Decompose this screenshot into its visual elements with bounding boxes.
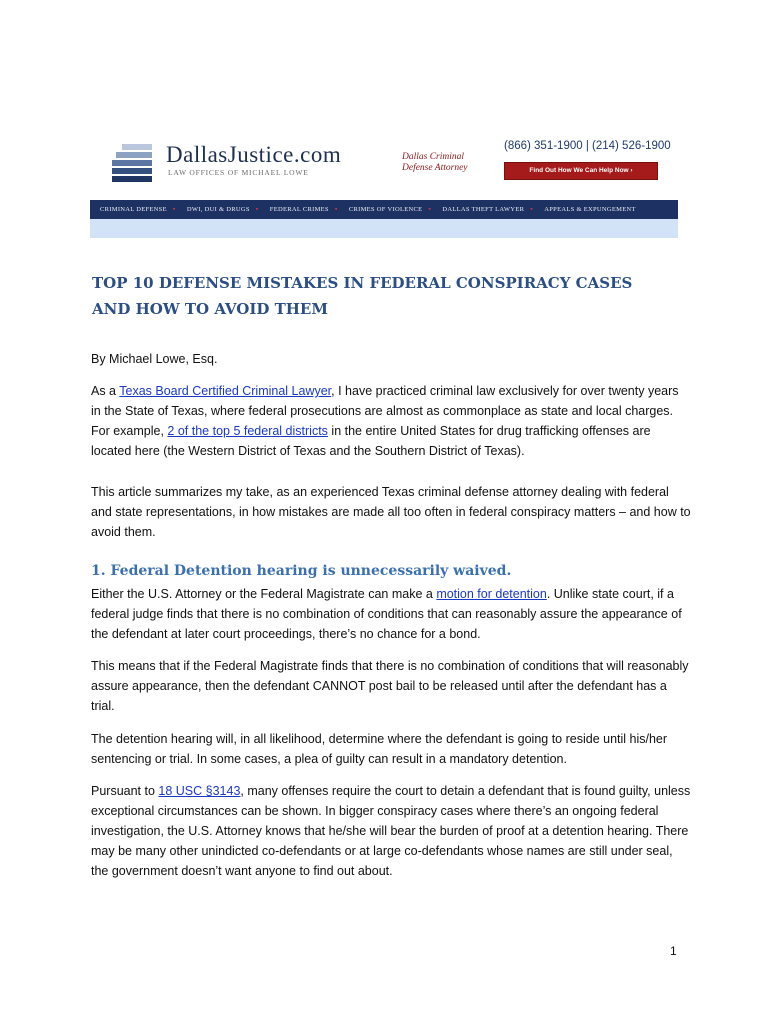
nav-separator: ▪ (530, 205, 533, 213)
nav-item-appeals-expungement[interactable]: APPEALS & EXPUNGEMENT (544, 206, 636, 213)
federal-districts-link[interactable]: 2 of the top 5 federal districts (167, 424, 328, 438)
main-nav-bar (90, 200, 678, 219)
article-title: TOP 10 DEFENSE MISTAKES IN FEDERAL CONSPIRACY CASES AND HOW TO AVOID THEM (92, 274, 633, 318)
bail-paragraph: This means that if the Federal Magistrate finds that there is no combination of conditions that will reasonably assure appearance, then the defendant CANNOT post bail to be released until after the defendant has a trial. (91, 659, 689, 713)
tagline: Dallas Criminal Defense Attorney (402, 152, 468, 173)
site-subtitle: LAW OFFICES OF MICHAEL LOWE (168, 168, 309, 177)
nav-sub-bar (90, 219, 678, 238)
motion-for-detention-link[interactable]: motion for detention (436, 587, 547, 601)
nav-item-dwi-dui-drugs[interactable]: DWI, DUI & DRUGS (186, 206, 250, 213)
nav-separator: ▪ (172, 205, 176, 213)
usc-text-2: , many offenses require the court to detain a defendant that is found guilty, unless exceptional circumstances can be shown. In bigger conspiracy cases where there’s an ongoing federal investigation, the U.S. Attorney knows that he/she will bear the burden of proof at a detention hearing. There may be many other unindicted co-defendants or at large co-defendants whose names are still under seal, the government doesn’t want anyone to find out about. (91, 784, 691, 878)
usc-text-1: Pursuant to (91, 784, 159, 798)
detention-hearing-paragraph: The detention hearing will, in all likelihood, determine where the defendant is going to reside until his/her sentencing or trial. In some cases, a plea of guilty can result in a mandatory detention. (91, 732, 668, 766)
usc-3143-link[interactable]: 18 USC §3143 (158, 784, 241, 798)
detention-text-2: . Unlike state court, if a federal judge finds that there is no combination of conditions that can reasonably assure the appearance of the defendant at later court proceedings, there’s no chance for a bond. (91, 587, 682, 641)
site-header-banner (90, 134, 678, 238)
section-1-heading: 1. Federal Detention hearing is unnecessarily waived. (91, 563, 512, 579)
nav-separator: ▪ (334, 205, 338, 213)
summary-paragraph: This article summarizes my take, as an experienced Texas criminal defense attorney dealing with federal and state representations, in how mistakes are made all too often in federal conspiracy matters – and how to avoid them. (91, 485, 691, 539)
intro-text-1: As a (91, 384, 120, 398)
nav-item-crimes-of-violence[interactable]: CRIMES OF VIOLENCE (348, 206, 423, 213)
intro-text-3: in the entire United States for drug trafficking offenses are located here (the Western District of Texas and the Southern District of Texas). (91, 424, 651, 458)
nav-item-dallas-theft-lawyer[interactable]: DALLAS THEFT LAWYER (442, 206, 525, 213)
help-now-button[interactable]: Find Out How We Can Help Now › (504, 162, 658, 180)
usc-paragraph (91, 781, 691, 881)
intro-text-2: , I have practiced criminal law exclusively for over twenty years in the State of Texas, where federal prosecutions are almost as commonplace as state and local charges. For example, (91, 384, 679, 438)
byline: By Michael Lowe, Esq. (91, 352, 218, 366)
nav-item-criminal-defense[interactable]: CRIMINAL DEFENSE (100, 206, 167, 213)
nav-separator: ▪ (255, 205, 259, 213)
logo-emblem-icon (112, 144, 156, 182)
nav-item-federal-crimes[interactable]: FEDERAL CRIMES (269, 206, 329, 213)
intro-paragraph (91, 381, 691, 461)
phone-numbers[interactable]: (866) 351-1900 | (214) 526-1900 (504, 140, 671, 152)
detention-text-1: Either the U.S. Attorney or the Federal Magistrate can make a (91, 587, 437, 601)
page-number: 1 (670, 944, 677, 958)
site-name[interactable]: DallasJustice.com (166, 142, 342, 167)
nav-separator: ▪ (428, 205, 431, 213)
detention-motion-paragraph (91, 584, 691, 644)
board-certified-link[interactable]: Texas Board Certified Criminal Lawyer (119, 384, 332, 398)
